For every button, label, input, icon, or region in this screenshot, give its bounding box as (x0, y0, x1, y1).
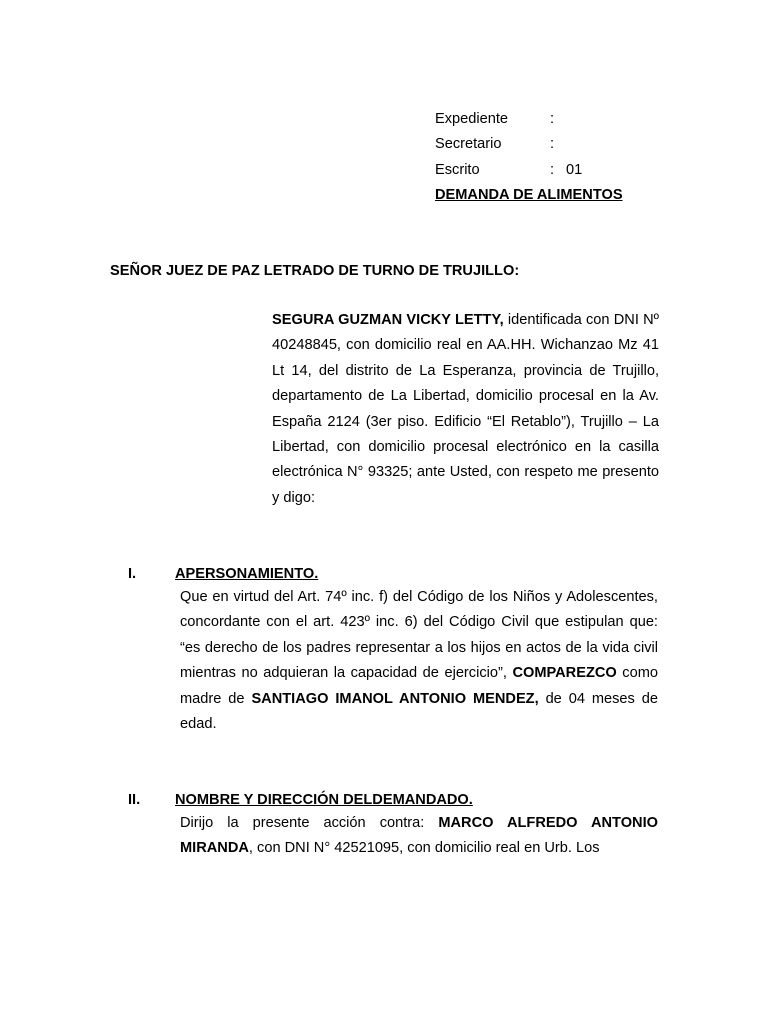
header-colon: : (550, 162, 555, 178)
section-paragraph (180, 585, 658, 737)
section-paragraph (180, 811, 658, 862)
intro-text: identificada con DNI Nº 40248845, con domicilio real en AA.HH. Wichanzao Mz 41 Lt 14, del distrito de La Esperanza, provincia de Trujillo, departamento de La Libertad, domicilio procesal en la Av. España 2124 (3er piso. Edificio “El Retablo”), Trujillo – La Libertad, con domicilio procesal electrónico en la casilla electrónica N° 93325; ante Usted, con respeto me presento y digo: (272, 312, 659, 506)
section-number: I. (128, 566, 137, 582)
plaintiff-name: SEGURA GUZMAN VICKY LETTY, (272, 312, 504, 328)
header-row-secretario (435, 134, 566, 154)
section-bold-text: SANTIAGO IMANOL ANTONIO MENDEZ, (251, 690, 539, 707)
section-title: APERSONAMIENTO. (175, 566, 319, 582)
header-colon: : (550, 111, 555, 127)
section-text: de 04 meses de edad. (180, 690, 658, 733)
section-text: , con DNI N° 42521095, con domicilio real en Urb. Los (248, 840, 600, 857)
header-value: 01 (566, 162, 583, 178)
section-title: NOMBRE Y DIRECCIÓN DELDEMANDADO. (175, 792, 473, 808)
section-text: Dirijo la presente acción contra: (180, 815, 439, 831)
header-label: Escrito (435, 162, 480, 178)
section-text: Que en virtud del Art. 74º inc. f) del Código de los Niños y Adolescentes, concordante con el art. 423º inc. 6) del Código Civil que estipulan que: “es derecho de los padres representar a los hijos en actos de la vida civil mientras no adquieran la capacidad de ejercicio”, (180, 589, 658, 682)
document-title: DEMANDA DE ALIMENTOS (435, 187, 623, 203)
section-number: II. (128, 792, 141, 808)
section-bold-text: COMPAREZCO (512, 665, 617, 682)
header-row-expediente (435, 109, 566, 129)
header-colon: : (550, 136, 555, 152)
header-label: Expediente (435, 111, 509, 127)
header-row-escrito (435, 160, 582, 180)
header-label: Secretario (435, 136, 502, 152)
section-text: como madre de (180, 665, 658, 707)
addressee: SEÑOR JUEZ DE PAZ LETRADO DE TURNO DE TRUJILLO: (110, 263, 520, 279)
section-bold-text: MARCO ALFREDO ANTONIO MIRANDA (180, 815, 658, 857)
intro-paragraph (272, 308, 659, 511)
